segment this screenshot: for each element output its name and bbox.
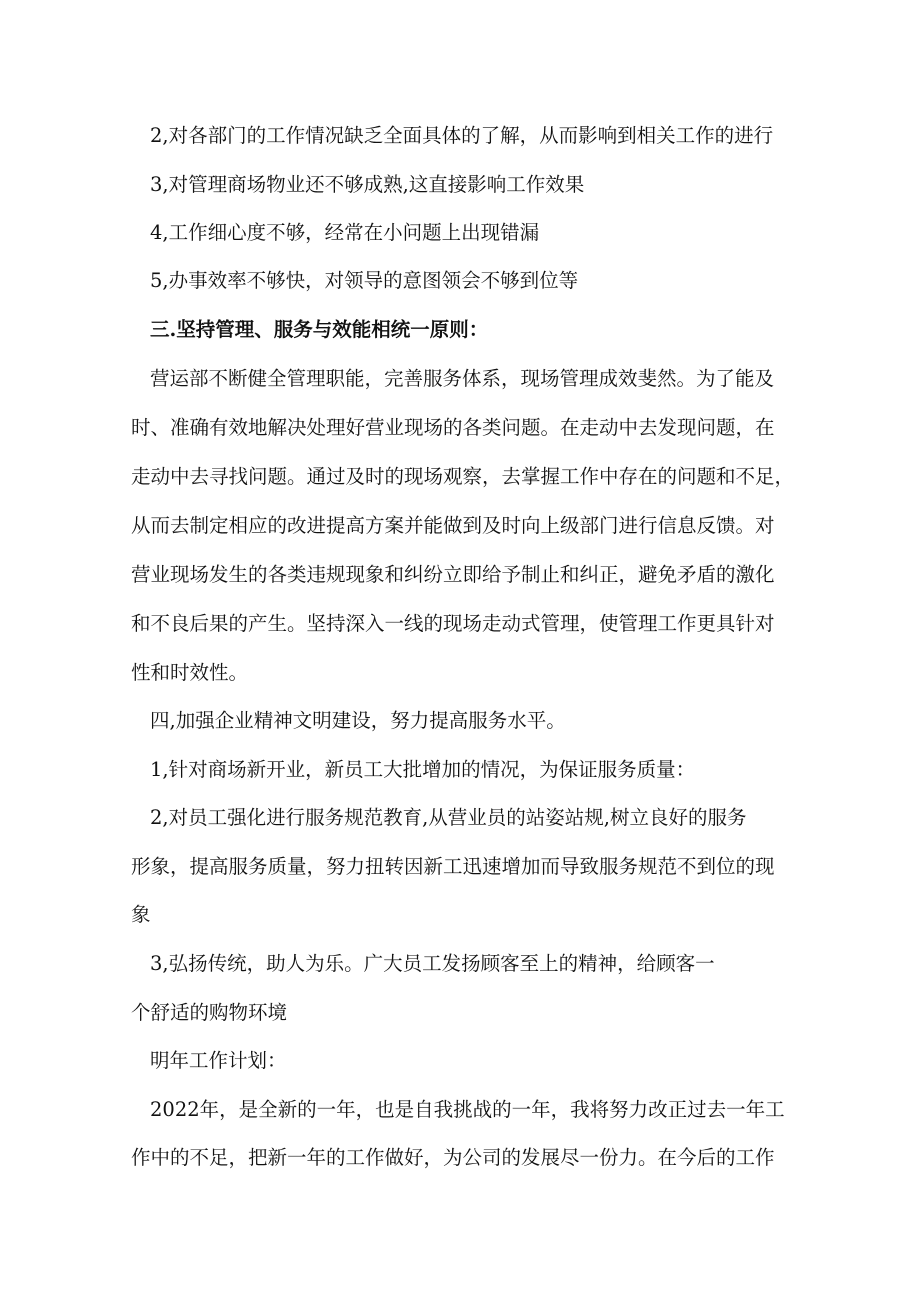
paragraph-line: 性和时效性。 xyxy=(131,661,249,684)
paragraph-line: 和不良后果的产生。坚持深入一线的现场走动式管理，使管理工作更具针对 xyxy=(131,612,775,635)
section-heading-4: 四,加强企业精神文明建设，努力提高服务水平。 xyxy=(150,709,566,732)
section-heading-3: 三.坚持管理、服务与效能相统一原则： xyxy=(150,318,489,341)
list-item-2b: 2,对员工强化进行服务规范教育,从营业员的站姿站规,树立良好的服务 xyxy=(150,806,747,829)
list-item-5: 5,办事效率不够快，对领导的意图领会不够到位等 xyxy=(150,269,579,292)
list-item-4: 4,工作细心度不够，经常在小问题上出现错漏 xyxy=(150,221,540,244)
plan-heading: 明年工作计划： xyxy=(150,1049,287,1072)
list-item-3b: 3,弘扬传统，助人为乐。广大员工发扬顾客至上的精神，给顾客一 xyxy=(150,952,715,975)
list-item-1: 1,针对商场新开业，新员工大批增加的情况，为保证服务质量： xyxy=(150,758,696,781)
paragraph-line: 2022年，是全新的一年，也是自我挑战的一年，我将努力改正过去一年工 xyxy=(150,1098,785,1121)
paragraph-line: 营业现场发生的各类违规现象和纠纷立即给予制止和纠正，避免矛盾的激化 xyxy=(131,563,775,586)
list-item-3: 3,对管理商场物业还不够成熟,这直接影响工作效果 xyxy=(150,173,585,196)
paragraph-line: 作中的不足，把新一年的工作做好，为公司的发展尽一份力。在今后的工作 xyxy=(131,1146,775,1169)
paragraph-line: 形象，提高服务质量，努力扭转因新工迅速增加而导致服务规范不到位的现 xyxy=(131,855,775,878)
paragraph-line: 个舒适的购物环境 xyxy=(131,1001,288,1024)
list-item-2: 2,对各部门的工作情况缺乏全面具体的了解，从而影响到相关工作的进行 xyxy=(150,124,774,147)
paragraph-line: 营运部不断健全管理职能，完善服务体系，现场管理成效斐然。为了能及 xyxy=(150,367,775,390)
paragraph-line: 时、准确有效地解决处理好营业现场的各类问题。在走动中去发现问题，在 xyxy=(131,416,775,439)
paragraph-line: 走动中去寻找问题。通过及时的现场观察，去掌握工作中存在的问题和不足， xyxy=(131,465,795,488)
paragraph-line: 象 xyxy=(131,903,151,926)
paragraph-line: 从而去制定相应的改进提高方案并能做到及时向上级部门进行信息反馈。对 xyxy=(131,514,775,537)
